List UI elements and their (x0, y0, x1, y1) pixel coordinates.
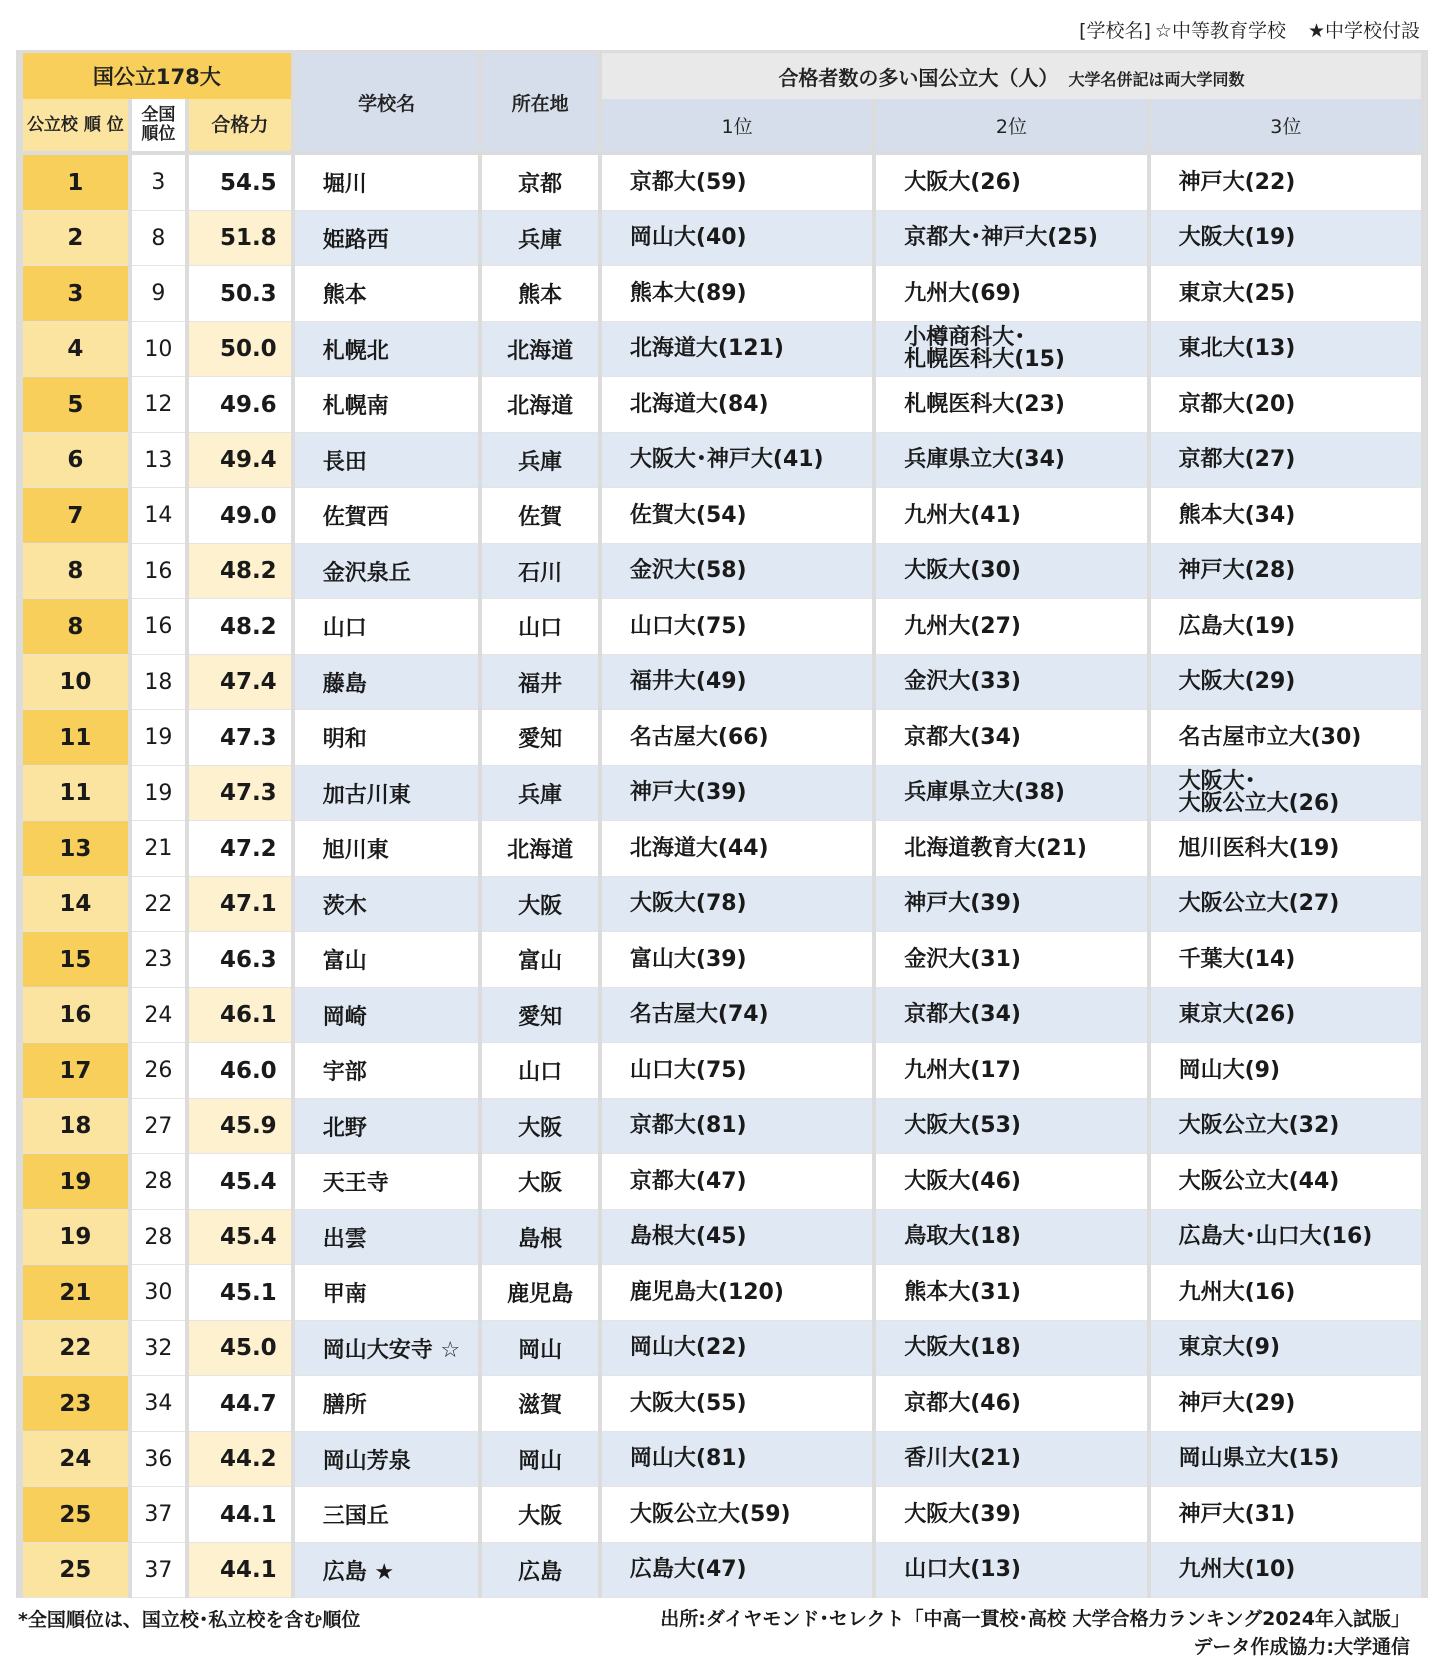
national-rank-cell: 22 (132, 877, 185, 933)
power-score-cell: 49.4 (189, 433, 291, 489)
location-cell: 岡山 (482, 1432, 597, 1488)
power-score-cell: 44.1 (189, 1543, 291, 1599)
power-score-cell: 45.1 (189, 1265, 291, 1321)
university-3rd-cell: 大阪大(29) (1151, 655, 1421, 711)
power-score-cell: 51.8 (189, 211, 291, 267)
power-score-cell: 50.3 (189, 266, 291, 322)
school-name-cell: 佐賀西 (295, 488, 479, 544)
table-row (23, 1265, 1421, 1321)
national-rank-cell: 24 (132, 988, 185, 1044)
table-row (23, 1099, 1421, 1155)
table-row (23, 544, 1421, 600)
university-3rd-cell: 神戸大(31) (1151, 1487, 1421, 1543)
table-row (23, 1543, 1421, 1599)
national-rank-cell: 10 (132, 322, 185, 378)
school-name-cell: 広島 ★ (295, 1543, 479, 1599)
location-cell: 北海道 (482, 377, 597, 433)
location-cell: 山口 (482, 1043, 597, 1099)
school-name-cell: 岡山芳泉 (295, 1432, 479, 1488)
national-rank-cell: 19 (132, 710, 185, 766)
national-rank-cell: 32 (132, 1321, 185, 1377)
public-rank-cell: 18 (23, 1099, 128, 1155)
university-1st-cell: 山口大(75) (602, 599, 872, 655)
university-3rd-cell: 京都大(20) (1151, 377, 1421, 433)
university-3rd-cell: 神戸大(28) (1151, 544, 1421, 600)
universities-title: 合格者数の多い国公立大（人） (778, 65, 1059, 90)
university-3rd-cell: 東北大(13) (1151, 322, 1421, 378)
national-rank-cell: 28 (132, 1210, 185, 1266)
university-2nd-cell: 大阪大(30) (876, 544, 1146, 600)
university-1st-cell: 福井大(49) (602, 655, 872, 711)
school-name-cell: 天王寺 (295, 1154, 479, 1210)
table-row (23, 1043, 1421, 1099)
power-score-cell: 45.0 (189, 1321, 291, 1377)
school-name-cell: 札幌北 (295, 322, 479, 378)
public-rank-cell: 2 (23, 211, 128, 267)
university-1st-cell: 名古屋大(66) (602, 710, 872, 766)
location-cell: 兵庫 (482, 766, 597, 822)
university-3rd-cell: 神戸大(22) (1151, 155, 1421, 211)
university-2nd-cell: 京都大(46) (876, 1376, 1146, 1432)
location-cell: 山口 (482, 599, 597, 655)
university-1st-cell: 金沢大(58) (602, 544, 872, 600)
table-row (23, 710, 1421, 766)
location-cell: 熊本 (482, 266, 597, 322)
location-cell: 福井 (482, 655, 597, 711)
power-score-cell: 45.4 (189, 1154, 291, 1210)
national-rank-cell: 34 (132, 1376, 185, 1432)
university-1st-cell: 岡山大(40) (602, 211, 872, 267)
header-power: 合格力 (189, 99, 291, 151)
public-rank-cell: 3 (23, 266, 128, 322)
header-first: 1位 (602, 99, 872, 151)
university-1st-cell: 北海道大(84) (602, 377, 872, 433)
school-name-cell: 明和 (295, 710, 479, 766)
school-name-cell: 姫路西 (295, 211, 479, 267)
university-2nd-cell: 大阪大(39) (876, 1487, 1146, 1543)
legend-school-name: [学校名] (1079, 20, 1151, 42)
location-cell: 北海道 (482, 821, 597, 877)
group-title: 国公立178大 (23, 53, 291, 99)
university-3rd-cell: 東京大(25) (1151, 266, 1421, 322)
public-rank-cell: 16 (23, 988, 128, 1044)
national-rank-cell: 37 (132, 1487, 185, 1543)
school-name-cell: 加古川東 (295, 766, 479, 822)
university-2nd-cell: 大阪大(46) (876, 1154, 1146, 1210)
university-1st-cell: 佐賀大(54) (602, 488, 872, 544)
footer-source-block (660, 1605, 1410, 1661)
university-1st-cell: 名古屋大(74) (602, 988, 872, 1044)
table-row (23, 1321, 1421, 1377)
public-rank-cell: 11 (23, 766, 128, 822)
table-row (23, 433, 1421, 489)
university-2nd-cell: 兵庫県立大(38) (876, 766, 1146, 822)
university-1st-cell: 熊本大(89) (602, 266, 872, 322)
public-rank-cell: 1 (23, 155, 128, 211)
public-rank-cell: 22 (23, 1321, 128, 1377)
location-cell: 兵庫 (482, 433, 597, 489)
university-1st-cell: 島根大(45) (602, 1210, 872, 1266)
table-body (23, 155, 1421, 1598)
header-third: 3位 (1151, 99, 1421, 151)
university-2nd-cell: 金沢大(33) (876, 655, 1146, 711)
university-1st-cell: 大阪大･神戸大(41) (602, 433, 872, 489)
school-name-cell: 藤島 (295, 655, 479, 711)
table-row (23, 988, 1421, 1044)
power-score-cell: 50.0 (189, 322, 291, 378)
power-score-cell: 44.2 (189, 1432, 291, 1488)
university-3rd-cell: 京都大(27) (1151, 433, 1421, 489)
school-name-cell: 富山 (295, 932, 479, 988)
location-cell: 兵庫 (482, 211, 597, 267)
table-row (23, 322, 1421, 378)
power-score-cell: 46.1 (189, 988, 291, 1044)
national-rank-cell: 9 (132, 266, 185, 322)
power-score-cell: 46.0 (189, 1043, 291, 1099)
power-score-cell: 49.0 (189, 488, 291, 544)
university-3rd-cell: 熊本大(34) (1151, 488, 1421, 544)
table-row (23, 821, 1421, 877)
university-2nd-cell: 京都大(34) (876, 710, 1146, 766)
table-row (23, 1487, 1421, 1543)
university-3rd-cell: 名古屋市立大(30) (1151, 710, 1421, 766)
university-2nd-cell: 九州大(17) (876, 1043, 1146, 1099)
public-rank-cell: 8 (23, 544, 128, 600)
national-rank-cell: 27 (132, 1099, 185, 1155)
power-score-cell: 47.4 (189, 655, 291, 711)
header-universities (602, 53, 1421, 99)
university-3rd-cell: 九州大(10) (1151, 1543, 1421, 1599)
university-3rd-cell: 岡山県立大(15) (1151, 1432, 1421, 1488)
university-2nd-cell: 兵庫県立大(34) (876, 433, 1146, 489)
national-rank-cell: 14 (132, 488, 185, 544)
legend-star-solid: ★中学校付設 (1307, 20, 1420, 42)
national-rank-cell: 18 (132, 655, 185, 711)
school-name-cell: 膳所 (295, 1376, 479, 1432)
table-row (23, 599, 1421, 655)
public-rank-cell: 14 (23, 877, 128, 933)
location-cell: 島根 (482, 1210, 597, 1266)
national-rank-cell: 3 (132, 155, 185, 211)
university-1st-cell: 京都大(47) (602, 1154, 872, 1210)
university-2nd-cell: 札幌医科大(23) (876, 377, 1146, 433)
location-cell: 大阪 (482, 877, 597, 933)
public-rank-cell: 5 (23, 377, 128, 433)
power-score-cell: 49.6 (189, 377, 291, 433)
legend (1057, 16, 1420, 43)
public-rank-cell: 17 (23, 1043, 128, 1099)
university-1st-cell: 大阪公立大(59) (602, 1487, 872, 1543)
national-rank-cell: 30 (132, 1265, 185, 1321)
location-cell: 愛知 (482, 710, 597, 766)
university-1st-cell: 岡山大(81) (602, 1432, 872, 1488)
university-2nd-cell: 京都大(34) (876, 988, 1146, 1044)
ranking-table (19, 53, 1425, 1598)
university-2nd-cell: 京都大･神戸大(25) (876, 211, 1146, 267)
national-rank-cell: 8 (132, 211, 185, 267)
header-school: 学校名 (295, 53, 479, 151)
location-cell: 大阪 (482, 1154, 597, 1210)
university-2nd-cell: 大阪大(53) (876, 1099, 1146, 1155)
university-2nd-cell: 山口大(13) (876, 1543, 1146, 1599)
power-score-cell: 45.4 (189, 1210, 291, 1266)
national-rank-cell: 36 (132, 1432, 185, 1488)
location-cell: 京都 (482, 155, 597, 211)
location-cell: 富山 (482, 932, 597, 988)
university-1st-cell: 京都大(59) (602, 155, 872, 211)
location-cell: 大阪 (482, 1099, 597, 1155)
power-score-cell: 45.9 (189, 1099, 291, 1155)
footer-note: *全国順位は、国立校･私立校を含む順位 (18, 1609, 361, 1631)
national-rank-cell: 37 (132, 1543, 185, 1599)
power-score-cell: 46.3 (189, 932, 291, 988)
university-2nd-cell: 九州大(41) (876, 488, 1146, 544)
national-rank-cell: 19 (132, 766, 185, 822)
national-rank-cell: 12 (132, 377, 185, 433)
public-rank-cell: 25 (23, 1543, 128, 1599)
public-rank-cell: 15 (23, 932, 128, 988)
header-public-rank: 公立校 順 位 (23, 99, 128, 151)
school-name-cell: 山口 (295, 599, 479, 655)
school-name-cell: 甲南 (295, 1265, 479, 1321)
public-rank-cell: 23 (23, 1376, 128, 1432)
public-rank-cell: 13 (23, 821, 128, 877)
school-name-cell: 札幌南 (295, 377, 479, 433)
table-row (23, 211, 1421, 267)
university-3rd-cell: 大阪公立大(44) (1151, 1154, 1421, 1210)
university-3rd-cell: 大阪公立大(32) (1151, 1099, 1421, 1155)
public-rank-cell: 7 (23, 488, 128, 544)
school-name-cell: 旭川東 (295, 821, 479, 877)
national-rank-cell: 28 (132, 1154, 185, 1210)
power-score-cell: 47.2 (189, 821, 291, 877)
university-1st-cell: 北海道大(44) (602, 821, 872, 877)
national-rank-cell: 16 (132, 599, 185, 655)
public-rank-cell: 6 (23, 433, 128, 489)
public-rank-cell: 19 (23, 1210, 128, 1266)
school-name-cell: 熊本 (295, 266, 479, 322)
national-rank-cell: 26 (132, 1043, 185, 1099)
table-row (23, 877, 1421, 933)
table-row (23, 488, 1421, 544)
national-rank-cell: 13 (132, 433, 185, 489)
university-2nd-cell: 北海道教育大(21) (876, 821, 1146, 877)
table-row (23, 1376, 1421, 1432)
table-row (23, 266, 1421, 322)
power-score-cell: 47.1 (189, 877, 291, 933)
university-3rd-cell: 大阪公立大(27) (1151, 877, 1421, 933)
table-row (23, 1432, 1421, 1488)
national-rank-cell: 23 (132, 932, 185, 988)
public-rank-cell: 21 (23, 1265, 128, 1321)
university-1st-cell: 広島大(47) (602, 1543, 872, 1599)
university-1st-cell: 北海道大(121) (602, 322, 872, 378)
university-2nd-cell: 小樽商科大･ 札幌医科大(15) (876, 322, 1146, 378)
university-1st-cell: 京都大(81) (602, 1099, 872, 1155)
location-cell: 鹿児島 (482, 1265, 597, 1321)
table-row (23, 1210, 1421, 1266)
table-row (23, 155, 1421, 211)
university-3rd-cell: 広島大･山口大(16) (1151, 1210, 1421, 1266)
location-cell: 滋賀 (482, 1376, 597, 1432)
power-score-cell: 48.2 (189, 544, 291, 600)
location-cell: 石川 (482, 544, 597, 600)
location-cell: 愛知 (482, 988, 597, 1044)
power-score-cell: 47.3 (189, 710, 291, 766)
header-location: 所在地 (482, 53, 597, 151)
school-name-cell: 堀川 (295, 155, 479, 211)
school-name-cell: 宇部 (295, 1043, 479, 1099)
university-2nd-cell: 大阪大(18) (876, 1321, 1146, 1377)
ranking-table-frame (16, 50, 1428, 1598)
university-2nd-cell: 熊本大(31) (876, 1265, 1146, 1321)
power-score-cell: 44.7 (189, 1376, 291, 1432)
school-name-cell: 岡山大安寺 ☆ (295, 1321, 479, 1377)
power-score-cell: 54.5 (189, 155, 291, 211)
national-rank-cell: 21 (132, 821, 185, 877)
university-1st-cell: 山口大(75) (602, 1043, 872, 1099)
public-rank-cell: 25 (23, 1487, 128, 1543)
table-row (23, 655, 1421, 711)
power-score-cell: 44.1 (189, 1487, 291, 1543)
university-3rd-cell: 旭川医科大(19) (1151, 821, 1421, 877)
footer-credit: データ作成協力:大学通信 (1193, 1636, 1410, 1658)
university-2nd-cell: 香川大(21) (876, 1432, 1146, 1488)
university-3rd-cell: 東京大(9) (1151, 1321, 1421, 1377)
table-row (23, 932, 1421, 988)
university-1st-cell: 鹿児島大(120) (602, 1265, 872, 1321)
university-3rd-cell: 東京大(26) (1151, 988, 1421, 1044)
university-3rd-cell: 大阪大(19) (1151, 211, 1421, 267)
location-cell: 岡山 (482, 1321, 597, 1377)
table-row (23, 377, 1421, 433)
header-second: 2位 (876, 99, 1146, 151)
public-rank-cell: 4 (23, 322, 128, 378)
university-1st-cell: 富山大(39) (602, 932, 872, 988)
university-3rd-cell: 広島大(19) (1151, 599, 1421, 655)
public-rank-cell: 10 (23, 655, 128, 711)
school-name-cell: 長田 (295, 433, 479, 489)
university-1st-cell: 大阪大(55) (602, 1376, 872, 1432)
national-rank-cell: 16 (132, 544, 185, 600)
public-rank-cell: 24 (23, 1432, 128, 1488)
legend-star-open: ☆中等教育学校 (1154, 20, 1286, 42)
power-score-cell: 48.2 (189, 599, 291, 655)
location-cell: 大阪 (482, 1487, 597, 1543)
university-2nd-cell: 神戸大(39) (876, 877, 1146, 933)
school-name-cell: 茨木 (295, 877, 479, 933)
universities-note: 大学名併記は両大学同数 (1068, 69, 1245, 89)
university-1st-cell: 神戸大(39) (602, 766, 872, 822)
power-score-cell: 47.3 (189, 766, 291, 822)
university-2nd-cell: 鳥取大(18) (876, 1210, 1146, 1266)
location-cell: 広島 (482, 1543, 597, 1599)
university-3rd-cell: 岡山大(9) (1151, 1043, 1421, 1099)
school-name-cell: 北野 (295, 1099, 479, 1155)
university-3rd-cell: 千葉大(14) (1151, 932, 1421, 988)
location-cell: 佐賀 (482, 488, 597, 544)
university-2nd-cell: 九州大(27) (876, 599, 1146, 655)
university-2nd-cell: 大阪大(26) (876, 155, 1146, 211)
table-row (23, 1154, 1421, 1210)
footer-source: 出所:ダイヤモンド･セレクト「中高一貫校･高校 大学合格力ランキング2024年入試版」 (660, 1608, 1410, 1630)
school-name-cell: 金沢泉丘 (295, 544, 479, 600)
school-name-cell: 出雲 (295, 1210, 479, 1266)
university-3rd-cell: 神戸大(29) (1151, 1376, 1421, 1432)
school-name-cell: 岡崎 (295, 988, 479, 1044)
university-3rd-cell: 九州大(16) (1151, 1265, 1421, 1321)
university-1st-cell: 大阪大(78) (602, 877, 872, 933)
university-1st-cell: 岡山大(22) (602, 1321, 872, 1377)
school-name-cell: 三国丘 (295, 1487, 479, 1543)
header-national-rank: 全国 順位 (132, 99, 185, 151)
public-rank-cell: 8 (23, 599, 128, 655)
university-3rd-cell: 大阪大･ 大阪公立大(26) (1151, 766, 1421, 822)
table-row (23, 766, 1421, 822)
university-2nd-cell: 九州大(69) (876, 266, 1146, 322)
public-rank-cell: 19 (23, 1154, 128, 1210)
university-2nd-cell: 金沢大(31) (876, 932, 1146, 988)
public-rank-cell: 11 (23, 710, 128, 766)
location-cell: 北海道 (482, 322, 597, 378)
